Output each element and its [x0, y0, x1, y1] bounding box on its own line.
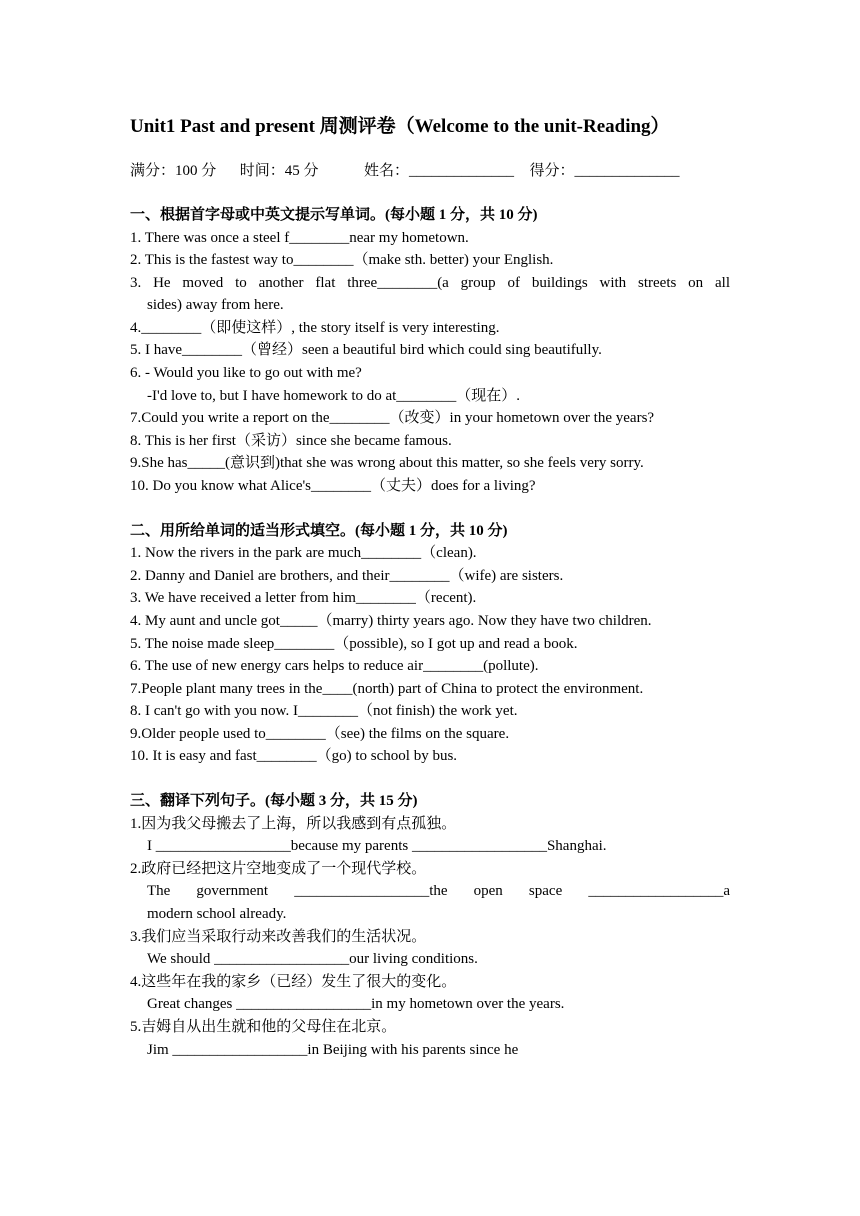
answer-line: We should __________________our living conditions. [147, 951, 478, 968]
question-line: 6. The use of new energy cars helps to reduce air________(pollute). [130, 658, 539, 675]
question-line: 6. - Would you like to go out with me? [130, 365, 362, 382]
question-line: 8. This is her first（采访）since she became famous. [130, 432, 452, 449]
section-1 [130, 204, 730, 498]
section-heading: 一、根据首字母或中英文提示写单词。(每小题 1 分，共 10 分) [130, 207, 538, 223]
meta-line [130, 160, 730, 182]
worksheet [130, 112, 730, 1061]
question-line: 8. I can't go with you now. I________（not finish) the work yet. [130, 703, 518, 720]
question-line: 5. I have________（曾经）seen a beautiful bird which could sing beautifully. [130, 342, 602, 359]
question-line: sides) away from here. [147, 297, 284, 314]
question-line: 7.Could you write a report on the________（改变）in your hometown over the years? [130, 410, 655, 427]
question-line: 3. He moved to another flat three________(a group of buildings with streets on all [130, 274, 730, 291]
question-line: 10. Do you know what Alice's________（丈夫）does for a living? [130, 478, 536, 495]
answer-line: Jim __________________in Beijing with his parents since he [147, 1041, 519, 1058]
full-score: 满分：100 分 [130, 163, 217, 179]
page-title: Unit1 Past and present 周测评卷（Welcome to the unit-Reading） [130, 116, 670, 137]
question-line: 3. We have received a letter from him________（recent). [130, 590, 477, 607]
answer-line: modern school already. [147, 905, 287, 922]
question-line: 9.Older people used to________（see) the films on the square. [130, 725, 510, 742]
section-heading: 二、用所给单词的适当形式填空。(每小题 1 分，共 10 分) [130, 522, 508, 539]
question-line: 1. Now the rivers in the park are much________（clean). [130, 545, 477, 562]
name-field: 姓名：______________ [364, 163, 515, 179]
question-line: 4. My aunt and uncle got_____（marry) thirty years ago. Now they have two children. [130, 612, 652, 629]
question-line: 5.吉姆自从出生就和他的父母住在北京。 [130, 1018, 397, 1035]
time-limit: 时间：45 分 [239, 163, 319, 179]
answer-line: Great changes __________________in my hometown over the years. [147, 996, 565, 1013]
question-line: 5. The noise made sleep________（possible), so I got up and read a book. [130, 635, 578, 652]
question-line: 1. There was once a steel f________near my hometown. [130, 229, 469, 246]
question-line: 3.我们应当采取行动来改善我们的生活状况。 [130, 928, 427, 945]
answer-line: The government __________________the open space __________________a [147, 883, 730, 900]
score-field: 得分：______________ [529, 163, 680, 179]
section-2 [130, 520, 730, 768]
question-line: 2. This is the fastest way to________（make sth. better) your English. [130, 252, 554, 269]
question-line: 10. It is easy and fast________（go) to school by bus. [130, 748, 458, 765]
section-3 [130, 790, 730, 1061]
question-line: 7.People plant many trees in the____(north) part of China to protect the environment. [130, 680, 644, 697]
section-heading: 三、翻译下列句子。(每小题 3 分，共 15 分) [130, 793, 418, 810]
question-line: 9.She has_____(意识到)that she was wrong about this matter, so she feels very sorry. [130, 455, 644, 472]
question-line: 2. Danny and Daniel are brothers, and their________（wife) are sisters. [130, 567, 564, 584]
question-line: 1.因为我父母搬去了上海，所以我感到有点孤独。 [130, 815, 457, 832]
question-line: 4.这些年在我的家乡（已经）发生了很大的变化。 [130, 973, 457, 990]
question-line: 2.政府已经把这片空地变成了一个现代学校。 [130, 860, 427, 877]
question-line: 4.________（即使这样）, the story itself is very interesting. [130, 319, 500, 336]
answer-line: I __________________because my parents __________________Shanghai. [147, 838, 607, 855]
question-line: -I'd love to, but I have homework to do at________（现在）. [147, 387, 521, 404]
